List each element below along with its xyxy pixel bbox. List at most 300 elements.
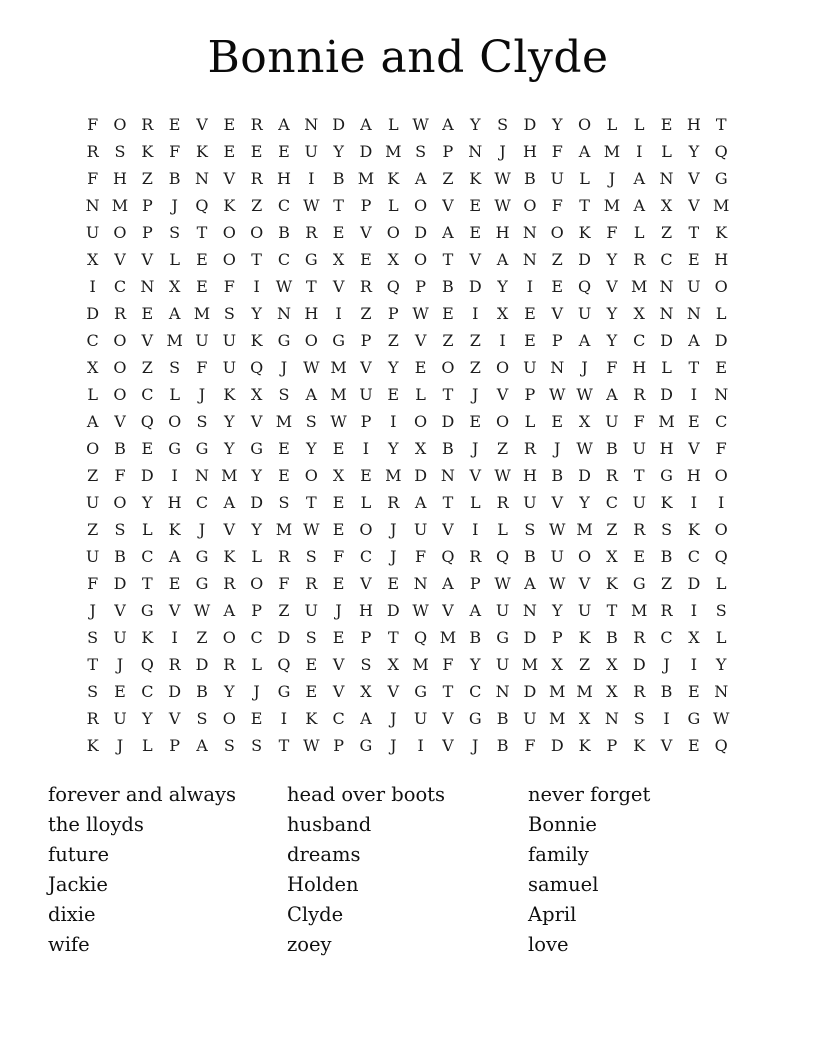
word-item: husband <box>287 812 372 836</box>
grid-letter: F <box>715 439 727 458</box>
grid-letter: V <box>168 601 181 620</box>
grid-row <box>79 192 735 219</box>
grid-letter: I <box>472 520 479 539</box>
grid-letter: Y <box>251 304 262 323</box>
grid-letter: V <box>688 196 700 215</box>
grid-letter: L <box>415 385 426 404</box>
grid-letter: A <box>524 574 536 593</box>
grid-letter: A <box>578 142 591 161</box>
grid-letter: E <box>524 331 536 350</box>
grid-letter: Y <box>224 412 235 431</box>
grid-letter: D <box>168 682 182 701</box>
grid-letter: L <box>579 169 590 188</box>
grid-letter: U <box>523 358 537 377</box>
grid-letter: F <box>223 277 235 296</box>
grid-letter: I <box>718 493 725 512</box>
grid-letter: F <box>551 142 563 161</box>
grid-letter: M <box>521 655 539 674</box>
grid-letter: W <box>494 196 511 215</box>
grid-letter: J <box>116 655 124 674</box>
grid-letter: P <box>551 331 563 350</box>
grid-letter: L <box>661 142 672 161</box>
grid-row <box>79 597 735 624</box>
grid-letter: R <box>86 142 99 161</box>
grid-letter: V <box>442 601 454 620</box>
grid-letter: E <box>688 250 700 269</box>
grid-letter: N <box>140 277 155 296</box>
grid-letter: O <box>113 493 127 512</box>
grid-letter: R <box>141 115 154 134</box>
grid-letter: R <box>387 493 400 512</box>
word-item: Clyde <box>287 902 344 926</box>
grid-letter: J <box>116 736 124 755</box>
grid-letter: M <box>576 682 593 701</box>
grid-letter: B <box>278 223 290 242</box>
grid-letter: T <box>606 601 618 620</box>
grid-letter: H <box>276 169 291 188</box>
grid-letter: Z <box>660 574 673 593</box>
grid-letter: T <box>442 250 454 269</box>
grid-letter: H <box>304 304 319 323</box>
grid-letter: S <box>305 628 317 647</box>
grid-letter: L <box>633 223 645 242</box>
grid-letter: N <box>440 466 455 485</box>
grid-letter: U <box>113 628 127 647</box>
grid-letter: X <box>606 655 618 674</box>
grid-letter: D <box>332 115 346 134</box>
grid-letter: D <box>277 628 291 647</box>
grid-letter: T <box>387 628 399 647</box>
grid-letter: E <box>715 358 728 377</box>
word-item: wife <box>48 932 90 956</box>
grid-letter: H <box>659 439 674 458</box>
grid-letter: T <box>305 277 317 296</box>
word-item: dreams <box>287 842 361 866</box>
grid-letter: Y <box>224 439 235 458</box>
grid-letter: I <box>390 412 397 431</box>
grid-letter: V <box>469 466 482 485</box>
grid-letter: Y <box>387 439 399 458</box>
grid-letter: O <box>414 196 428 215</box>
grid-letter: U <box>413 709 428 728</box>
grid-letter: R <box>633 682 646 701</box>
grid-letter: P <box>551 628 563 647</box>
grid-letter: Z <box>660 223 673 242</box>
grid-letter: U <box>495 601 510 620</box>
grid-letter: J <box>554 439 561 458</box>
grid-letter: B <box>442 277 454 296</box>
grid-letter: W <box>549 385 566 404</box>
grid-letter: V <box>332 277 345 296</box>
grid-letter: G <box>195 439 209 458</box>
grid-letter: V <box>223 169 236 188</box>
grid-letter: V <box>196 115 208 134</box>
grid-letter: C <box>195 493 209 512</box>
grid-row <box>79 273 735 300</box>
grid-letter: L <box>169 385 180 404</box>
grid-letter: B <box>606 628 618 647</box>
grid-row <box>79 165 735 192</box>
grid-letter: T <box>579 196 590 215</box>
grid-letter: S <box>196 412 208 431</box>
grid-letter: U <box>85 547 100 566</box>
grid-letter: P <box>469 574 481 593</box>
word-item: never forget <box>528 783 651 806</box>
grid-letter: X <box>496 304 509 323</box>
grid-letter: F <box>87 169 99 188</box>
grid-letter: J <box>581 358 588 377</box>
letter-grid <box>79 111 735 759</box>
grid-letter: J <box>280 358 288 377</box>
grid-letter: C <box>660 250 673 269</box>
grid-letter: D <box>523 115 537 134</box>
grid-letter: E <box>524 304 536 323</box>
grid-letter: V <box>332 655 345 674</box>
grid-letter: E <box>196 250 208 269</box>
grid-letter: G <box>277 682 291 701</box>
grid-letter: V <box>387 682 400 701</box>
grid-letter: J <box>335 601 342 620</box>
grid-letter: X <box>578 412 591 431</box>
grid-letter: D <box>523 628 537 647</box>
grid-letter: K <box>196 142 208 161</box>
grid-letter: E <box>688 682 700 701</box>
grid-letter: L <box>251 655 262 674</box>
grid-letter: L <box>469 493 481 512</box>
grid-letter: R <box>168 655 181 674</box>
grid-letter: H <box>522 142 537 161</box>
grid-letter: E <box>141 304 154 323</box>
grid-letter: C <box>605 493 619 512</box>
grid-letter: I <box>335 304 342 323</box>
grid-letter: D <box>441 412 455 431</box>
grid-letter: O <box>222 628 236 647</box>
grid-letter: T <box>305 493 317 512</box>
grid-letter: Z <box>606 520 618 539</box>
grid-letter: S <box>305 412 317 431</box>
grid-letter: N <box>686 304 701 323</box>
grid-letter: O <box>550 223 564 242</box>
grid-letter: O <box>359 520 373 539</box>
grid-letter: X <box>633 304 645 323</box>
grid-letter: O <box>250 223 264 242</box>
grid-letter: S <box>415 142 427 161</box>
grid-letter: K <box>86 736 99 755</box>
grid-letter: V <box>496 385 509 404</box>
grid-letter: B <box>168 169 181 188</box>
grid-letter: V <box>223 520 236 539</box>
grid-letter: D <box>714 331 728 350</box>
grid-letter: O <box>222 250 236 269</box>
grid-letter: J <box>198 385 206 404</box>
grid-letter: Y <box>551 115 563 134</box>
grid-letter: H <box>113 169 127 188</box>
grid-letter: D <box>578 250 591 269</box>
grid-letter: A <box>496 250 509 269</box>
grid-letter: B <box>469 628 482 647</box>
grid-letter: P <box>360 331 372 350</box>
grid-letter: V <box>442 709 454 728</box>
grid-letter: K <box>578 628 591 647</box>
grid-letter: J <box>171 196 178 215</box>
grid-letter: D <box>386 601 400 620</box>
word-list <box>0 780 816 970</box>
grid-letter: K <box>578 736 591 755</box>
grid-letter: E <box>442 304 454 323</box>
grid-letter: R <box>633 628 646 647</box>
grid-letter: X <box>551 655 563 674</box>
grid-letter: Q <box>195 196 209 215</box>
grid-letter: E <box>332 493 345 512</box>
grid-letter: M <box>713 196 730 215</box>
grid-letter: M <box>658 412 675 431</box>
grid-letter: V <box>660 736 673 755</box>
grid-letter: A <box>278 115 290 134</box>
grid-row <box>79 705 735 732</box>
grid-letter: K <box>223 385 236 404</box>
word-item: samuel <box>528 872 599 896</box>
grid-letter: E <box>223 115 236 134</box>
grid-letter: T <box>633 466 645 485</box>
grid-letter: Z <box>497 439 509 458</box>
grid-letter: I <box>308 169 315 188</box>
grid-letter: J <box>390 709 397 728</box>
grid-letter: F <box>87 115 99 134</box>
grid-letter: Z <box>579 655 591 674</box>
grid-letter: L <box>524 412 536 431</box>
grid-letter: S <box>114 142 126 161</box>
grid-letter: F <box>169 142 181 161</box>
grid-letter: V <box>551 493 564 512</box>
grid-letter: O <box>113 385 127 404</box>
grid-letter: Y <box>579 493 590 512</box>
grid-letter: Z <box>551 250 563 269</box>
grid-letter: T <box>688 358 700 377</box>
grid-letter: B <box>524 547 536 566</box>
grid-letter: G <box>250 439 264 458</box>
grid-letter: M <box>111 196 129 215</box>
grid-letter: M <box>221 466 238 485</box>
grid-letter: S <box>87 628 99 647</box>
grid-letter: Z <box>141 169 153 188</box>
grid-letter: V <box>688 169 700 188</box>
grid-row <box>79 489 735 516</box>
grid-letter: E <box>633 547 646 566</box>
grid-letter: C <box>86 331 99 350</box>
grid-letter: K <box>633 736 646 755</box>
grid-letter: W <box>303 736 320 755</box>
grid-letter: M <box>631 277 648 296</box>
grid-letter: G <box>168 439 182 458</box>
grid-letter: J <box>608 169 616 188</box>
grid-letter: P <box>141 196 153 215</box>
grid-letter: E <box>660 115 673 134</box>
grid-letter: Y <box>306 439 317 458</box>
grid-letter: I <box>171 628 178 647</box>
grid-letter: R <box>86 709 99 728</box>
grid-letter: I <box>472 304 479 323</box>
grid-letter: K <box>223 196 236 215</box>
grid-letter: T <box>333 196 344 215</box>
grid-letter: N <box>413 574 428 593</box>
grid-letter: Y <box>142 493 153 512</box>
grid-letter: R <box>305 223 318 242</box>
grid-letter: V <box>606 277 618 296</box>
grid-letter: M <box>549 709 566 728</box>
grid-letter: Y <box>142 709 153 728</box>
grid-row <box>79 246 735 273</box>
grid-letter: Q <box>496 547 510 566</box>
grid-letter: X <box>86 358 99 377</box>
grid-letter: P <box>606 736 618 755</box>
grid-letter: M <box>549 682 566 701</box>
grid-letter: A <box>633 196 645 215</box>
grid-letter: K <box>250 331 263 350</box>
grid-letter: U <box>577 304 592 323</box>
grid-letter: W <box>494 466 511 485</box>
grid-letter: K <box>387 169 400 188</box>
grid-letter: M <box>275 412 293 431</box>
grid-letter: A <box>442 115 454 134</box>
grid-letter: A <box>196 736 208 755</box>
grid-letter: U <box>113 709 127 728</box>
grid-letter: M <box>412 655 429 674</box>
grid-letter: Q <box>277 655 291 674</box>
grid-letter: Y <box>224 682 235 701</box>
word-item: Holden <box>287 872 359 896</box>
grid-row <box>79 111 735 138</box>
word-item: April <box>528 902 577 926</box>
grid-letter: P <box>415 277 426 296</box>
grid-letter: J <box>390 520 397 539</box>
grid-letter: Y <box>715 655 727 674</box>
grid-letter: V <box>442 520 454 539</box>
grid-letter: X <box>387 250 399 269</box>
grid-letter: H <box>495 223 510 242</box>
grid-letter: S <box>633 709 645 728</box>
grid-letter: K <box>687 520 700 539</box>
grid-letter: C <box>277 250 291 269</box>
grid-letter: V <box>141 250 154 269</box>
grid-letter: B <box>496 736 509 755</box>
grid-letter: Z <box>442 331 454 350</box>
grid-letter: O <box>441 358 455 377</box>
grid-letter: R <box>277 547 290 566</box>
grid-letter: Z <box>469 358 481 377</box>
grid-letter: G <box>714 169 728 188</box>
grid-letter: J <box>89 601 96 620</box>
grid-letter: V <box>114 250 126 269</box>
grid-letter: W <box>275 277 293 296</box>
grid-letter: N <box>85 196 100 215</box>
grid-letter: I <box>663 709 670 728</box>
grid-letter: B <box>606 439 618 458</box>
grid-letter: G <box>687 709 701 728</box>
grid-letter: G <box>195 547 209 566</box>
grid-letter: H <box>632 358 647 377</box>
grid-letter: E <box>305 655 318 674</box>
grid-letter: X <box>578 709 591 728</box>
grid-letter: Q <box>714 736 728 755</box>
grid-letter: R <box>496 493 509 512</box>
grid-letter: X <box>606 682 618 701</box>
grid-letter: D <box>578 466 591 485</box>
grid-letter: E <box>278 439 290 458</box>
grid-letter: O <box>496 412 510 431</box>
grid-letter: C <box>332 709 345 728</box>
grid-row <box>79 300 735 327</box>
grid-letter: F <box>333 547 345 566</box>
grid-letter: B <box>196 682 208 701</box>
grid-letter: Z <box>87 466 99 485</box>
grid-letter: O <box>414 250 428 269</box>
grid-letter: A <box>305 385 318 404</box>
grid-letter: K <box>141 628 154 647</box>
grid-letter: M <box>330 385 347 404</box>
grid-letter: Q <box>578 277 592 296</box>
grid-letter: T <box>196 223 208 242</box>
grid-letter: G <box>496 628 509 647</box>
grid-letter: M <box>576 520 593 539</box>
grid-letter: L <box>497 520 508 539</box>
grid-row <box>79 381 735 408</box>
grid-letter: U <box>222 358 237 377</box>
grid-letter: O <box>113 115 127 134</box>
grid-letter: D <box>86 304 100 323</box>
grid-letter: J <box>472 385 479 404</box>
puzzle-title: Bonnie and Clyde <box>207 32 609 83</box>
grid-letter: Z <box>278 601 290 620</box>
grid-letter: W <box>303 196 320 215</box>
grid-letter: E <box>278 142 290 161</box>
grid-letter: C <box>633 331 646 350</box>
grid-letter: W <box>576 439 593 458</box>
grid-letter: E <box>250 142 263 161</box>
grid-letter: F <box>551 196 563 215</box>
grid-letter: G <box>359 736 373 755</box>
grid-letter: G <box>195 574 209 593</box>
grid-letter: E <box>360 250 372 269</box>
grid-letter: U <box>550 169 564 188</box>
grid-letter: E <box>141 439 154 458</box>
grid-letter: J <box>499 142 506 161</box>
grid-letter: C <box>359 547 373 566</box>
grid-letter: Q <box>714 142 728 161</box>
grid-letter: U <box>577 601 592 620</box>
grid-letter: M <box>603 196 621 215</box>
grid-letter: F <box>114 466 126 485</box>
grid-letter: U <box>632 493 646 512</box>
grid-letter: B <box>332 169 345 188</box>
word-item: love <box>528 932 569 956</box>
grid-letter: H <box>714 250 729 269</box>
grid-letter: E <box>223 142 236 161</box>
grid-letter: T <box>442 385 454 404</box>
grid-letter: W <box>494 574 511 593</box>
grid-letter: L <box>715 628 727 647</box>
grid-letter: L <box>661 358 672 377</box>
grid-letter: I <box>690 493 698 512</box>
grid-letter: D <box>250 493 264 512</box>
grid-letter: M <box>330 358 347 377</box>
grid-letter: N <box>522 223 537 242</box>
grid-letter: B <box>660 547 673 566</box>
grid-letter: W <box>576 385 593 404</box>
grid-letter: P <box>169 736 181 755</box>
grid-letter: A <box>442 223 454 242</box>
grid-letter: Y <box>551 601 563 620</box>
grid-letter: Q <box>386 277 400 296</box>
